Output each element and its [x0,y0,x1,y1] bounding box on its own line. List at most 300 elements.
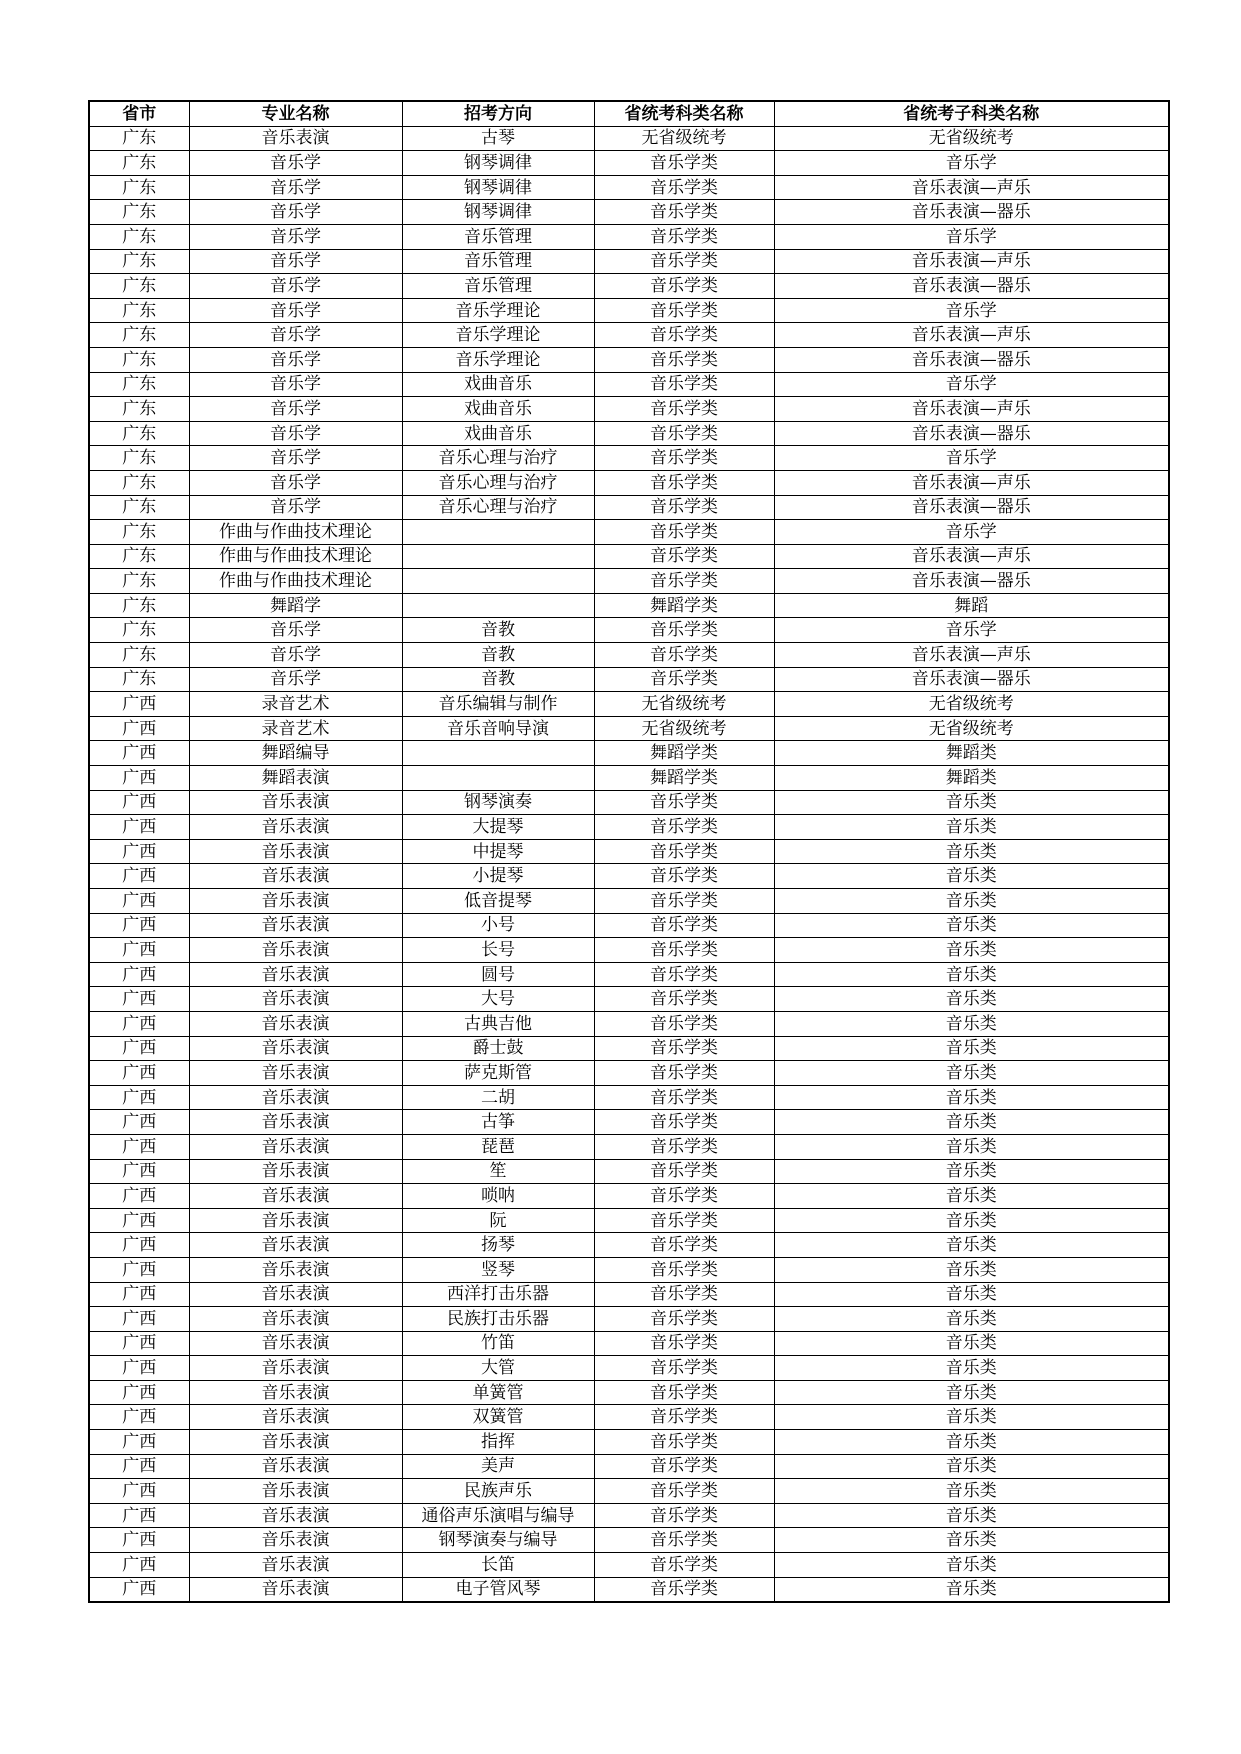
cell-province: 广西 [89,1061,189,1086]
table-row [89,1159,1169,1184]
cell-admission-direction: 音乐学理论 [402,323,594,348]
cell-province: 广西 [89,741,189,766]
table-row [89,274,1169,299]
cell-major-name: 音乐表演 [189,1405,402,1430]
cell-exam-category: 音乐学类 [594,1307,774,1332]
cell-province: 广西 [89,1553,189,1578]
cell-major-name: 音乐表演 [189,1011,402,1036]
cell-major-name: 音乐表演 [189,1085,402,1110]
cell-admission-direction: 美声 [402,1454,594,1479]
cell-major-name: 作曲与作曲技术理论 [189,544,402,569]
cell-admission-direction: 音乐学理论 [402,298,594,323]
cell-major-name: 音乐学 [189,347,402,372]
cell-province: 广东 [89,151,189,176]
cell-major-name: 音乐学 [189,446,402,471]
cell-exam-subcategory: 音乐类 [774,1134,1169,1159]
cell-major-name: 音乐表演 [189,1061,402,1086]
cell-province: 广西 [89,1528,189,1553]
cell-admission-direction: 爵士鼓 [402,1036,594,1061]
cell-major-name: 舞蹈学 [189,593,402,618]
cell-province: 广东 [89,323,189,348]
cell-province: 广东 [89,200,189,225]
cell-exam-subcategory: 音乐学 [774,372,1169,397]
table-row [89,839,1169,864]
cell-major-name: 音乐学 [189,495,402,520]
cell-major-name: 音乐学 [189,200,402,225]
cell-exam-category: 音乐学类 [594,1503,774,1528]
table-row [89,790,1169,815]
table-row [89,864,1169,889]
cell-admission-direction: 扬琴 [402,1233,594,1258]
table-row [89,224,1169,249]
cell-exam-category: 音乐学类 [594,1479,774,1504]
cell-major-name: 音乐学 [189,372,402,397]
cell-admission-direction: 琵琶 [402,1134,594,1159]
table-row [89,1356,1169,1381]
cell-admission-direction: 音乐管理 [402,249,594,274]
cell-admission-direction: 竖琴 [402,1257,594,1282]
cell-province: 广东 [89,593,189,618]
cell-exam-subcategory: 音乐类 [774,1061,1169,1086]
cell-major-name: 音乐表演 [189,1454,402,1479]
cell-admission-direction: 双簧管 [402,1405,594,1430]
cell-admission-direction: 古琴 [402,126,594,151]
cell-province: 广西 [89,1479,189,1504]
table-row [89,692,1169,717]
table-row [89,495,1169,520]
cell-major-name: 音乐表演 [189,1380,402,1405]
table-row [89,1307,1169,1332]
table-row [89,126,1169,151]
cell-major-name: 音乐表演 [189,790,402,815]
cell-exam-category: 音乐学类 [594,1553,774,1578]
table-row [89,889,1169,914]
cell-province: 广西 [89,1282,189,1307]
cell-province: 广西 [89,987,189,1012]
cell-admission-direction: 大管 [402,1356,594,1381]
cell-exam-category: 音乐学类 [594,224,774,249]
cell-exam-category: 音乐学类 [594,962,774,987]
cell-exam-category: 舞蹈学类 [594,593,774,618]
cell-exam-category: 音乐学类 [594,520,774,545]
table-row [89,913,1169,938]
table-row [89,962,1169,987]
cell-province: 广西 [89,1577,189,1602]
cell-admission-direction: 西洋打击乐器 [402,1282,594,1307]
cell-major-name: 音乐学 [189,249,402,274]
cell-province: 广西 [89,962,189,987]
cell-exam-category: 无省级统考 [594,692,774,717]
cell-major-name: 音乐表演 [189,1110,402,1135]
cell-admission-direction: 电子管风琴 [402,1577,594,1602]
cell-province: 广西 [89,1159,189,1184]
table-row [89,1405,1169,1430]
cell-major-name: 音乐表演 [189,913,402,938]
cell-major-name: 音乐学 [189,618,402,643]
table-row [89,1503,1169,1528]
cell-exam-subcategory: 音乐类 [774,1553,1169,1578]
cell-exam-subcategory: 音乐学 [774,520,1169,545]
cell-province: 广东 [89,618,189,643]
cell-exam-category: 音乐学类 [594,446,774,471]
cell-province: 广东 [89,249,189,274]
cell-province: 广西 [89,864,189,889]
cell-admission-direction: 大号 [402,987,594,1012]
table-row [89,397,1169,422]
cell-admission-direction: 大提琴 [402,815,594,840]
cell-exam-category: 音乐学类 [594,1184,774,1209]
cell-province: 广西 [89,1184,189,1209]
table-row [89,815,1169,840]
cell-major-name: 音乐学 [189,421,402,446]
table-row [89,1208,1169,1233]
cell-major-name: 音乐学 [189,667,402,692]
table-body [89,126,1169,1602]
cell-province: 广西 [89,1257,189,1282]
table-row [89,1528,1169,1553]
cell-exam-category: 音乐学类 [594,397,774,422]
cell-province: 广东 [89,397,189,422]
cell-admission-direction: 萨克斯管 [402,1061,594,1086]
cell-province: 广西 [89,1307,189,1332]
cell-exam-subcategory: 无省级统考 [774,126,1169,151]
cell-exam-subcategory: 无省级统考 [774,716,1169,741]
cell-exam-category: 舞蹈学类 [594,766,774,791]
table-row [89,1036,1169,1061]
cell-province: 广西 [89,815,189,840]
cell-major-name: 音乐表演 [189,1553,402,1578]
cell-major-name: 音乐表演 [189,126,402,151]
cell-major-name: 音乐表演 [189,1577,402,1602]
cell-province: 广西 [89,1233,189,1258]
cell-major-name: 音乐表演 [189,987,402,1012]
table-row [89,1331,1169,1356]
cell-exam-subcategory: 音乐类 [774,1307,1169,1332]
cell-admission-direction: 中提琴 [402,839,594,864]
table-row [89,1061,1169,1086]
cell-admission-direction [402,544,594,569]
cell-exam-subcategory: 音乐类 [774,889,1169,914]
table-row [89,569,1169,594]
cell-province: 广东 [89,224,189,249]
cell-exam-category: 音乐学类 [594,618,774,643]
cell-exam-category: 音乐学类 [594,249,774,274]
cell-major-name: 音乐学 [189,470,402,495]
cell-admission-direction: 钢琴调律 [402,200,594,225]
cell-exam-subcategory: 音乐学 [774,618,1169,643]
cell-admission-direction: 音乐管理 [402,224,594,249]
cell-major-name: 音乐表演 [189,1356,402,1381]
cell-province: 广西 [89,938,189,963]
table-row [89,1110,1169,1135]
cell-exam-category: 音乐学类 [594,1134,774,1159]
cell-major-name: 音乐表演 [189,1184,402,1209]
cell-exam-subcategory: 音乐类 [774,1110,1169,1135]
cell-exam-category: 音乐学类 [594,643,774,668]
cell-exam-category: 音乐学类 [594,1257,774,1282]
cell-major-name: 音乐学 [189,298,402,323]
cell-province: 广东 [89,544,189,569]
cell-province: 广西 [89,913,189,938]
cell-admission-direction: 圆号 [402,962,594,987]
cell-province: 广东 [89,470,189,495]
cell-admission-direction: 单簧管 [402,1380,594,1405]
table-row [89,766,1169,791]
cell-exam-category: 音乐学类 [594,987,774,1012]
cell-exam-subcategory: 音乐学 [774,298,1169,323]
cell-province: 广东 [89,175,189,200]
cell-major-name: 录音艺术 [189,692,402,717]
cell-province: 广西 [89,766,189,791]
table-row [89,593,1169,618]
cell-major-name: 音乐学 [189,274,402,299]
cell-exam-subcategory: 音乐表演—器乐 [774,421,1169,446]
cell-major-name: 音乐表演 [189,864,402,889]
cell-admission-direction: 阮 [402,1208,594,1233]
cell-major-name: 舞蹈编导 [189,741,402,766]
cell-exam-subcategory: 音乐类 [774,1011,1169,1036]
cell-admission-direction: 音教 [402,667,594,692]
cell-province: 广西 [89,1356,189,1381]
cell-exam-category: 音乐学类 [594,200,774,225]
cell-exam-subcategory: 音乐类 [774,1528,1169,1553]
table-row [89,618,1169,643]
cell-major-name: 音乐表演 [189,1159,402,1184]
cell-admission-direction: 小提琴 [402,864,594,889]
cell-exam-subcategory: 音乐类 [774,815,1169,840]
cell-admission-direction: 通俗声乐演唱与编导 [402,1503,594,1528]
cell-admission-direction: 长号 [402,938,594,963]
cell-major-name: 音乐表演 [189,839,402,864]
cell-province: 广西 [89,1454,189,1479]
cell-exam-subcategory: 舞蹈 [774,593,1169,618]
cell-exam-category: 音乐学类 [594,1577,774,1602]
cell-admission-direction: 音教 [402,643,594,668]
cell-exam-category: 无省级统考 [594,126,774,151]
cell-exam-category: 音乐学类 [594,470,774,495]
cell-province: 广东 [89,274,189,299]
cell-exam-category: 音乐学类 [594,889,774,914]
cell-major-name: 音乐表演 [189,1503,402,1528]
cell-province: 广西 [89,692,189,717]
cell-exam-subcategory: 音乐表演—器乐 [774,569,1169,594]
cell-exam-category: 音乐学类 [594,913,774,938]
cell-major-name: 音乐学 [189,151,402,176]
table-row [89,470,1169,495]
cell-major-name: 音乐表演 [189,1528,402,1553]
table-row [89,1479,1169,1504]
cell-exam-subcategory: 无省级统考 [774,692,1169,717]
cell-province: 广东 [89,569,189,594]
cell-exam-category: 音乐学类 [594,1380,774,1405]
cell-exam-subcategory: 音乐表演—器乐 [774,667,1169,692]
cell-admission-direction: 长笛 [402,1553,594,1578]
cell-province: 广东 [89,643,189,668]
cell-exam-category: 音乐学类 [594,323,774,348]
table-row [89,544,1169,569]
cell-exam-subcategory: 音乐类 [774,1282,1169,1307]
cell-exam-category: 音乐学类 [594,839,774,864]
table-row [89,716,1169,741]
cell-exam-category: 舞蹈学类 [594,741,774,766]
cell-exam-subcategory: 音乐类 [774,1356,1169,1381]
cell-exam-category: 音乐学类 [594,1159,774,1184]
table-row [89,200,1169,225]
cell-province: 广西 [89,889,189,914]
cell-exam-subcategory: 音乐类 [774,790,1169,815]
header-admission-direction: 招考方向 [402,101,594,126]
header-exam-subcategory: 省统考子科类名称 [774,101,1169,126]
cell-major-name: 音乐表演 [189,1208,402,1233]
cell-province: 广东 [89,520,189,545]
cell-major-name: 音乐表演 [189,1479,402,1504]
cell-major-name: 作曲与作曲技术理论 [189,569,402,594]
header-major-name: 专业名称 [189,101,402,126]
cell-admission-direction: 戏曲音乐 [402,397,594,422]
table-row [89,1011,1169,1036]
cell-admission-direction: 钢琴演奏 [402,790,594,815]
cell-major-name: 音乐表演 [189,889,402,914]
cell-province: 广东 [89,126,189,151]
cell-exam-subcategory: 音乐表演—声乐 [774,643,1169,668]
cell-province: 广东 [89,372,189,397]
cell-province: 广西 [89,1011,189,1036]
cell-exam-subcategory: 音乐类 [774,962,1169,987]
cell-exam-category: 音乐学类 [594,1454,774,1479]
cell-admission-direction: 音乐管理 [402,274,594,299]
cell-major-name: 音乐表演 [189,1430,402,1455]
cell-exam-category: 音乐学类 [594,1233,774,1258]
cell-exam-category: 音乐学类 [594,1528,774,1553]
cell-exam-subcategory: 音乐类 [774,1331,1169,1356]
cell-exam-subcategory: 音乐表演—器乐 [774,274,1169,299]
table-row [89,1430,1169,1455]
cell-exam-subcategory: 音乐表演—声乐 [774,470,1169,495]
cell-province: 广西 [89,1405,189,1430]
cell-province: 广东 [89,298,189,323]
table-row [89,987,1169,1012]
cell-admission-direction: 音乐学理论 [402,347,594,372]
cell-exam-subcategory: 音乐类 [774,1257,1169,1282]
table-row [89,1282,1169,1307]
cell-admission-direction: 音乐心理与治疗 [402,495,594,520]
cell-admission-direction [402,569,594,594]
cell-admission-direction: 二胡 [402,1085,594,1110]
cell-major-name: 音乐学 [189,224,402,249]
cell-exam-subcategory: 音乐类 [774,1184,1169,1209]
cell-exam-category: 音乐学类 [594,544,774,569]
cell-admission-direction: 音乐编辑与制作 [402,692,594,717]
cell-province: 广西 [89,1331,189,1356]
cell-major-name: 音乐表演 [189,1134,402,1159]
cell-exam-category: 音乐学类 [594,1061,774,1086]
cell-major-name: 音乐学 [189,323,402,348]
cell-exam-subcategory: 音乐类 [774,1454,1169,1479]
table-row [89,1553,1169,1578]
cell-exam-subcategory: 音乐类 [774,1430,1169,1455]
cell-major-name: 音乐表演 [189,938,402,963]
header-province: 省市 [89,101,189,126]
cell-province: 广西 [89,1430,189,1455]
cell-admission-direction: 钢琴演奏与编导 [402,1528,594,1553]
table-row [89,421,1169,446]
cell-major-name: 音乐表演 [189,962,402,987]
cell-exam-subcategory: 音乐类 [774,1380,1169,1405]
table-row [89,741,1169,766]
cell-exam-subcategory: 音乐类 [774,1036,1169,1061]
cell-exam-subcategory: 音乐类 [774,864,1169,889]
table-row [89,1233,1169,1258]
cell-exam-category: 音乐学类 [594,1405,774,1430]
cell-admission-direction: 民族声乐 [402,1479,594,1504]
table-row [89,298,1169,323]
cell-province: 广西 [89,716,189,741]
cell-exam-subcategory: 音乐类 [774,1405,1169,1430]
cell-exam-category: 音乐学类 [594,1331,774,1356]
cell-major-name: 音乐表演 [189,1257,402,1282]
cell-admission-direction [402,766,594,791]
table-row [89,323,1169,348]
cell-admission-direction: 唢呐 [402,1184,594,1209]
table-row [89,372,1169,397]
cell-exam-category: 音乐学类 [594,495,774,520]
cell-major-name: 音乐表演 [189,815,402,840]
cell-admission-direction [402,741,594,766]
cell-exam-category: 音乐学类 [594,667,774,692]
cell-exam-subcategory: 音乐类 [774,1503,1169,1528]
cell-major-name: 音乐学 [189,643,402,668]
cell-exam-subcategory: 舞蹈类 [774,766,1169,791]
table-row [89,520,1169,545]
cell-major-name: 音乐表演 [189,1282,402,1307]
cell-exam-subcategory: 音乐表演—器乐 [774,200,1169,225]
cell-exam-subcategory: 音乐表演—声乐 [774,397,1169,422]
admissions-table [88,100,1170,1603]
cell-exam-subcategory: 音乐学 [774,224,1169,249]
table-row [89,1257,1169,1282]
cell-admission-direction: 笙 [402,1159,594,1184]
cell-exam-subcategory: 音乐类 [774,913,1169,938]
cell-province: 广东 [89,347,189,372]
cell-admission-direction: 古典吉他 [402,1011,594,1036]
cell-admission-direction: 钢琴调律 [402,175,594,200]
cell-admission-direction: 钢琴调律 [402,151,594,176]
header-exam-category: 省统考科类名称 [594,101,774,126]
cell-exam-subcategory: 音乐表演—声乐 [774,323,1169,348]
cell-province: 广东 [89,446,189,471]
cell-exam-subcategory: 音乐表演—器乐 [774,347,1169,372]
cell-admission-direction: 低音提琴 [402,889,594,914]
cell-admission-direction: 音教 [402,618,594,643]
cell-province: 广西 [89,1503,189,1528]
table-row [89,643,1169,668]
cell-province: 广西 [89,1134,189,1159]
cell-exam-category: 音乐学类 [594,1208,774,1233]
table-row [89,1454,1169,1479]
table-row [89,938,1169,963]
cell-exam-subcategory: 音乐类 [774,987,1169,1012]
cell-exam-subcategory: 音乐类 [774,1479,1169,1504]
cell-exam-subcategory: 音乐学 [774,151,1169,176]
cell-exam-category: 音乐学类 [594,175,774,200]
cell-major-name: 音乐学 [189,175,402,200]
table-row [89,1577,1169,1602]
cell-exam-subcategory: 音乐类 [774,1085,1169,1110]
cell-major-name: 舞蹈表演 [189,766,402,791]
cell-exam-category: 音乐学类 [594,274,774,299]
cell-exam-subcategory: 音乐类 [774,1208,1169,1233]
table-row [89,175,1169,200]
